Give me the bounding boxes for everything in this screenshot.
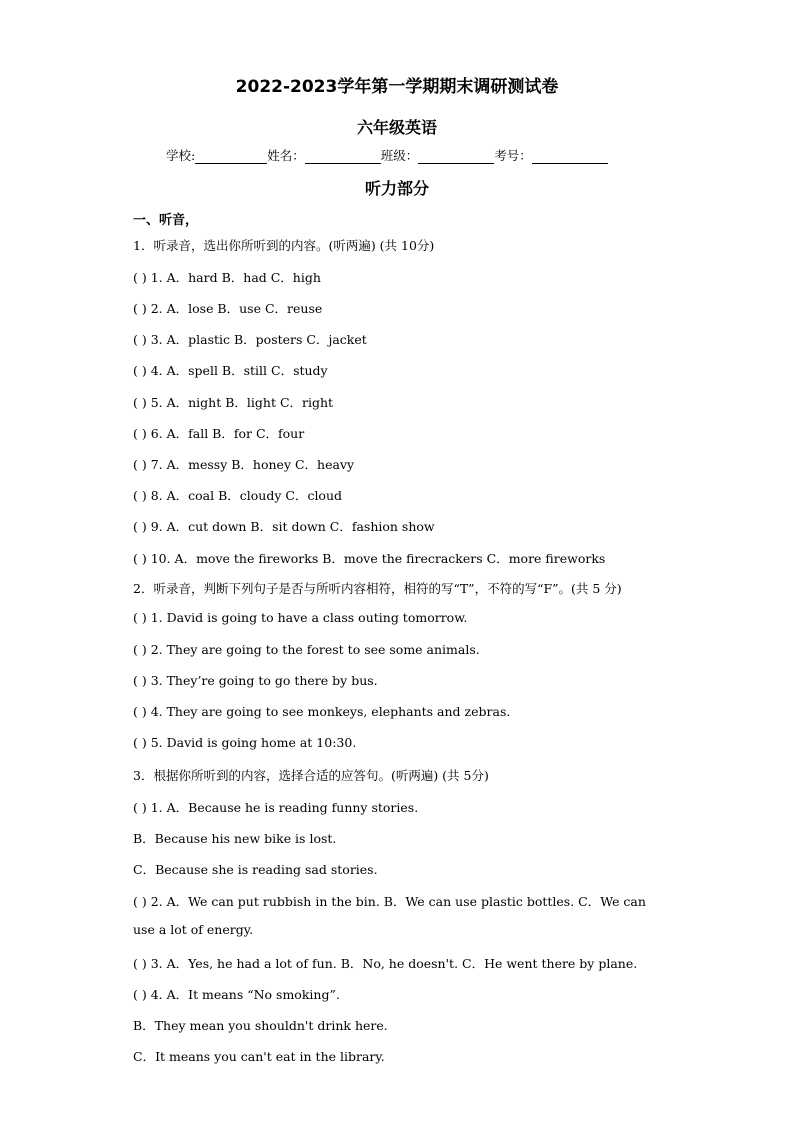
- q1-item: ( ) 4. A．spell B．still C．study: [133, 363, 328, 378]
- q2-item: ( ) 5. David is going home at 10:30.: [133, 735, 357, 750]
- name-field[interactable]: [305, 150, 381, 164]
- exam-subtitle: 六年级英语: [356, 118, 437, 137]
- q1-item: ( ) 7. A．messy B．honey C．heavy: [133, 457, 355, 472]
- school-field[interactable]: [195, 150, 267, 164]
- student-info-row: [166, 146, 608, 164]
- q1-instruction: 1．听录音，选出你所听到的内容。(听两遍) (共 10分): [133, 238, 435, 253]
- q1-item: ( ) 1. A．hard B．had C．high: [133, 270, 321, 285]
- q3-line: ( ) 1. A．Because he is reading funny stories.: [133, 800, 419, 815]
- q1-item: ( ) 8. A．coal B．cloudy C．cloud: [133, 488, 343, 503]
- q3-line: B．Because his new bike is lost.: [133, 831, 337, 846]
- q2-instruction: 2．听录音，判断下列句子是否与所听内容相符，相符的写“T”，不符的写“F”。(共 5 分): [133, 581, 622, 596]
- q1-item: ( ) 6. A．fall B．for C．four: [133, 426, 305, 441]
- q3-line: C．It means you can't eat in the library.: [133, 1049, 385, 1064]
- q2-item: ( ) 2. They are going to the forest to see some animals.: [133, 642, 480, 657]
- class-field[interactable]: [418, 150, 494, 164]
- number-field[interactable]: [532, 150, 608, 164]
- q3-line: B．They mean you shouldn't drink here.: [133, 1018, 388, 1033]
- q1-item: ( ) 3. A．plastic B．posters C．jacket: [133, 332, 367, 347]
- q3-line: C．Because she is reading sad stories.: [133, 862, 378, 877]
- q2-item: ( ) 1. David is going to have a class outing tomorrow.: [133, 610, 468, 625]
- q2-item: ( ) 4. They are going to see monkeys, elephants and zebras.: [133, 704, 511, 719]
- q3-line: use a lot of energy.: [133, 922, 254, 937]
- q1-item: ( ) 5. A．night B．light C．right: [133, 395, 334, 410]
- listening-title: 听力部分: [364, 179, 429, 198]
- q3-line: ( ) 3. A．Yes, he had a lot of fun. B．No, he doesn't. C．He went there by plane.: [133, 956, 638, 971]
- q3-line: ( ) 4. A．It means “No smoking”.: [133, 987, 340, 1002]
- number-label: 考号：: [494, 148, 532, 163]
- section-heading: 一、听音，: [133, 213, 199, 228]
- school-label: 学校:: [166, 148, 196, 163]
- q3-line: ( ) 2. A．We can put rubbish in the bin. B．We can use plastic bottles. C．We can: [133, 894, 646, 909]
- q3-instruction: 3．根据你所听到的内容，选择合适的应答句。(听两遍) (共 5分): [133, 768, 489, 783]
- q1-item: ( ) 2. A．lose B．use C．reuse: [133, 301, 323, 316]
- name-label: 姓名：: [267, 148, 305, 163]
- class-label: 班级：: [380, 148, 419, 163]
- q1-item: ( ) 10. A．move the fireworks B．move the firecrackers C．more fireworks: [133, 551, 606, 566]
- exam-title: 2022-2023学年第一学期期末调研测试卷: [235, 77, 559, 97]
- q2-item: ( ) 3. They’re going to go there by bus.: [133, 673, 378, 688]
- q1-item: ( ) 9. A．cut down B．sit down C．fashion show: [133, 519, 435, 534]
